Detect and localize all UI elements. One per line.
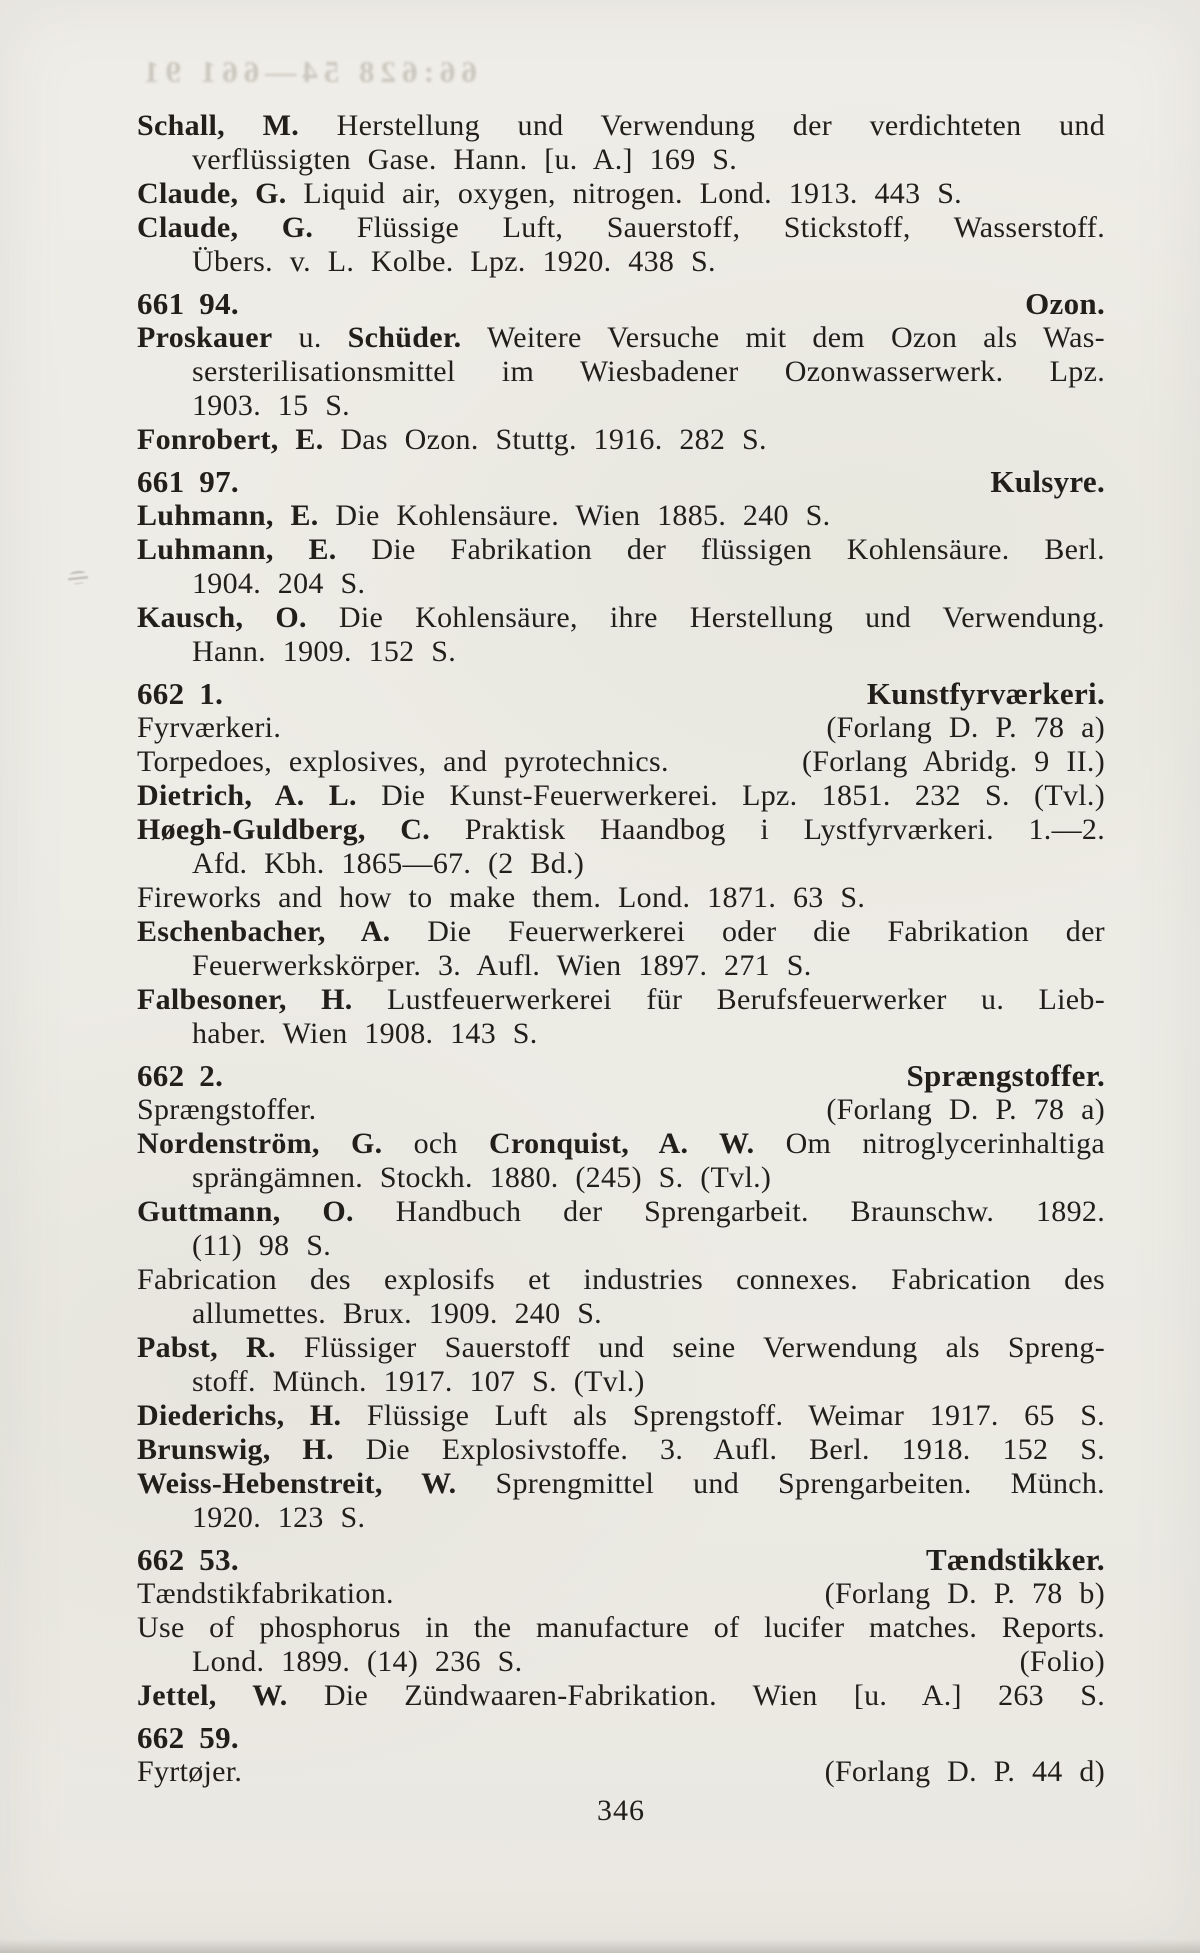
author-name: Kausch, O. (137, 601, 307, 634)
reference-note: (Forlang Abridg. 9 II.) (801, 745, 1105, 778)
entry-text: och (413, 1127, 458, 1160)
entry-text: Handbuch der Sprengarbeit. Braunschw. 1892. (395, 1195, 1105, 1228)
bibliography-line (137, 1645, 1105, 1679)
entry-text: sersterilisationsmittel im Wiesbadener Ozonwasserwerk. Lpz. (192, 355, 1105, 388)
bibliography-line (137, 1161, 1105, 1195)
bibliography-line (137, 211, 1105, 245)
bibliography-line (137, 1679, 1105, 1713)
section-topic: Kunstfyrværkeri. (866, 677, 1105, 711)
author-name: Falbesoner, H. (137, 983, 353, 1016)
entry-text: Die Kunst-Feuerwerkerei. Lpz. 1851. 232 S. (Tvl.) (381, 779, 1105, 812)
bibliography-line (137, 143, 1105, 177)
bibliography-line (137, 915, 1105, 949)
entry-text: Die Kohlensäure. Wien 1885. 240 S. (335, 499, 831, 532)
bibliography-line (137, 1755, 1105, 1789)
entry-text: Sprængstoffer. (137, 1093, 317, 1126)
bibliography-line (137, 1195, 1105, 1229)
section-heading-row (137, 1543, 1105, 1577)
bibliography-line (137, 1467, 1105, 1501)
entry-text: Fabrication des explosifs et industries connexes. Fabrication des (137, 1263, 1105, 1296)
bibliography-line (137, 1093, 1105, 1127)
section-number: 662 2. (137, 1059, 224, 1093)
section-number: 662 59. (137, 1721, 239, 1755)
bibliography-line (137, 499, 1105, 533)
entry-text: Flüssiger Sauerstoff und seine Verwendung als Spreng- (303, 1331, 1105, 1364)
author-name: Claude, G. (137, 211, 314, 244)
entry-text: haber. Wien 1908. 143 S. (192, 1017, 538, 1050)
author-name: Guttmann, O. (137, 1195, 354, 1228)
bibliography-line (137, 881, 1105, 915)
section-number: 661 94. (137, 287, 239, 321)
section-number: 661 97. (137, 465, 239, 499)
author-name: Dietrich, A. L. (137, 779, 357, 812)
entry-text: Das Ozon. Stuttg. 1916. 282 S. (340, 423, 767, 456)
entry-text: Om nitroglycerinhaltiga (785, 1127, 1105, 1160)
bibliography-line (137, 1297, 1105, 1331)
entry-text: Weitere Versuche mit dem Ozon als Was- (486, 321, 1105, 354)
bibliography-line (137, 321, 1105, 355)
entry-text: Torpedoes, explosives, and pyrotechnics. (137, 745, 669, 778)
entry-text: Fyrtøjer. (137, 1755, 243, 1788)
bibliography-line (137, 711, 1105, 745)
entry-text: Lond. 1899. (14) 236 S. (192, 1645, 523, 1678)
author-name: Høegh-Guldberg, C. (137, 813, 431, 846)
bibliography-line (137, 1127, 1105, 1161)
bibliography-line (137, 1263, 1105, 1297)
ink-smudge (67, 570, 88, 585)
bibliography-line (137, 389, 1105, 423)
entry-text: Afd. Kbh. 1865—67. (2 Bd.) (192, 847, 585, 880)
section-topic: Tændstikker. (925, 1543, 1105, 1577)
entry-text: Flüssige Luft als Sprengstoff. Weimar 1917. 65 S. (366, 1399, 1105, 1432)
entry-text: Die Kohlensäure, ihre Herstellung und Verwendung. (338, 601, 1105, 634)
entry-text: Die Explosivstoffe. 3. Aufl. Berl. 1918. 152 S. (365, 1433, 1105, 1466)
author-name: Proskauer (137, 321, 273, 354)
entry-text: Hann. 1909. 152 S. (192, 635, 457, 668)
bibliography-line (137, 245, 1105, 279)
section-heading-row (137, 465, 1105, 499)
bibliography-line (137, 1017, 1105, 1051)
bibliography-line (137, 177, 1105, 211)
bibliography-line (137, 1229, 1105, 1263)
bibliography-line (137, 1331, 1105, 1365)
bibliography-line (137, 355, 1105, 389)
bibliography-line (137, 847, 1105, 881)
author-name: Fonrobert, E. (137, 423, 324, 456)
section-heading-row (137, 287, 1105, 321)
entry-text: Die Fabrikation der flüssigen Kohlensäure. Berl. (371, 533, 1105, 566)
section-heading-row (137, 1059, 1105, 1093)
author-name: Brunswig, H. (137, 1433, 334, 1466)
author-name: Cronquist, A. W. (489, 1127, 755, 1160)
section-topic: Ozon. (1025, 287, 1105, 321)
entry-text: Use of phosphorus in the manufacture of lucifer matches. Reports. (137, 1611, 1105, 1644)
reference-note: (Forlang D. P. 78 a) (826, 711, 1105, 744)
entry-text: 1904. 204 S. (192, 567, 366, 600)
author-name: Luhmann, E. (137, 499, 319, 532)
bibliography-line (137, 423, 1105, 457)
entry-text: Tændstikfabrikation. (137, 1577, 394, 1610)
bibliography-line (137, 1365, 1105, 1399)
entry-text: verflüssigten Gase. Hann. [u. A.] 169 S. (192, 143, 738, 176)
author-name: Schall, M. (137, 109, 299, 142)
bibliography-line (137, 949, 1105, 983)
entry-text: sprängämnen. Stockh. 1880. (245) S. (Tvl.) (192, 1161, 772, 1194)
entry-text: Liquid air, oxygen, nitrogen. Lond. 1913. 443 S. (303, 177, 962, 210)
author-name: Pabst, R. (137, 1331, 276, 1364)
page-number-label: 346 (597, 1794, 645, 1827)
bibliography-line (137, 109, 1105, 143)
entry-text: Herstellung und Verwendung der verdichteten und (336, 109, 1105, 142)
bibliography-line (137, 779, 1105, 813)
entry-text: allumettes. Brux. 1909. 240 S. (192, 1297, 602, 1330)
bibliography-line (137, 601, 1105, 635)
section-number: 662 1. (137, 677, 224, 711)
bibliography-line (137, 1501, 1105, 1535)
bibliography-line (137, 1577, 1105, 1611)
bibliography-line (137, 567, 1105, 601)
section-topic: Sprængstoffer. (906, 1059, 1105, 1093)
entry-text: stoff. Münch. 1917. 107 S. (Tvl.) (192, 1365, 645, 1398)
section-topic: Kulsyre. (990, 465, 1105, 499)
section-heading-row (137, 1721, 1105, 1755)
entry-text: Fyrværkeri. (137, 711, 282, 744)
entry-text: Die Zündwaaren-Fabrikation. Wien [u. A.] 263 S. (323, 1679, 1105, 1712)
entry-text: Übers. v. L. Kolbe. Lpz. 1920. 438 S. (192, 245, 716, 278)
bibliography-line (137, 1399, 1105, 1433)
reference-note: (Folio) (1019, 1645, 1105, 1678)
bibliography-line (137, 635, 1105, 669)
bibliography-line (137, 1433, 1105, 1467)
entry-text: Praktisk Haandbog i Lystfyrværkeri. 1.—2. (464, 813, 1105, 846)
reference-note: (Forlang D. P. 78 b) (824, 1577, 1105, 1610)
section-heading-row (137, 677, 1105, 711)
author-name: Luhmann, E. (137, 533, 337, 566)
entry-text: Flüssige Luft, Sauerstoff, Stickstoff, Wasserstoff. (356, 211, 1105, 244)
entry-text: 1903. 15 S. (192, 389, 350, 422)
entry-text: Fireworks and how to make them. Lond. 1871. 63 S. (137, 881, 866, 914)
author-name: Eschenbacher, A. (137, 915, 391, 948)
entry-text: Die Feuerwerkerei oder die Fabrikation der (427, 915, 1105, 948)
author-name: Diederichs, H. (137, 1399, 342, 1432)
entry-text: u. (298, 321, 322, 354)
showthrough-header: 66:628 54—661 91 (138, 54, 477, 89)
reference-note: (Forlang D. P. 44 d) (824, 1755, 1105, 1788)
entry-text: 1920. 123 S. (192, 1501, 366, 1534)
author-name: Weiss-Hebenstreit, W. (137, 1467, 457, 1500)
section-number: 662 53. (137, 1543, 239, 1577)
bibliography-lines (137, 109, 1105, 1789)
bibliography-line (137, 533, 1105, 567)
bibliography-line (137, 813, 1105, 847)
bibliography-line (137, 983, 1105, 1017)
bibliography-line (137, 1611, 1105, 1645)
author-name: Schüder. (347, 321, 462, 354)
author-name: Jettel, W. (137, 1679, 288, 1712)
entry-text: (11) 98 S. (192, 1229, 332, 1262)
entry-text: Lustfeuerwerkerei für Berufsfeuerwerker u. Lieb- (386, 983, 1105, 1016)
author-name: Claude, G. (137, 177, 287, 210)
bibliography-text-block (137, 109, 1105, 1789)
author-name: Nordenström, G. (137, 1127, 383, 1160)
bibliography-line (137, 745, 1105, 779)
entry-text: Feuerwerkskörper. 3. Aufl. Wien 1897. 271 S. (192, 949, 812, 982)
reference-note: (Forlang D. P. 78 a) (826, 1093, 1105, 1126)
entry-text: Sprengmittel und Sprengarbeiten. Münch. (495, 1467, 1105, 1500)
